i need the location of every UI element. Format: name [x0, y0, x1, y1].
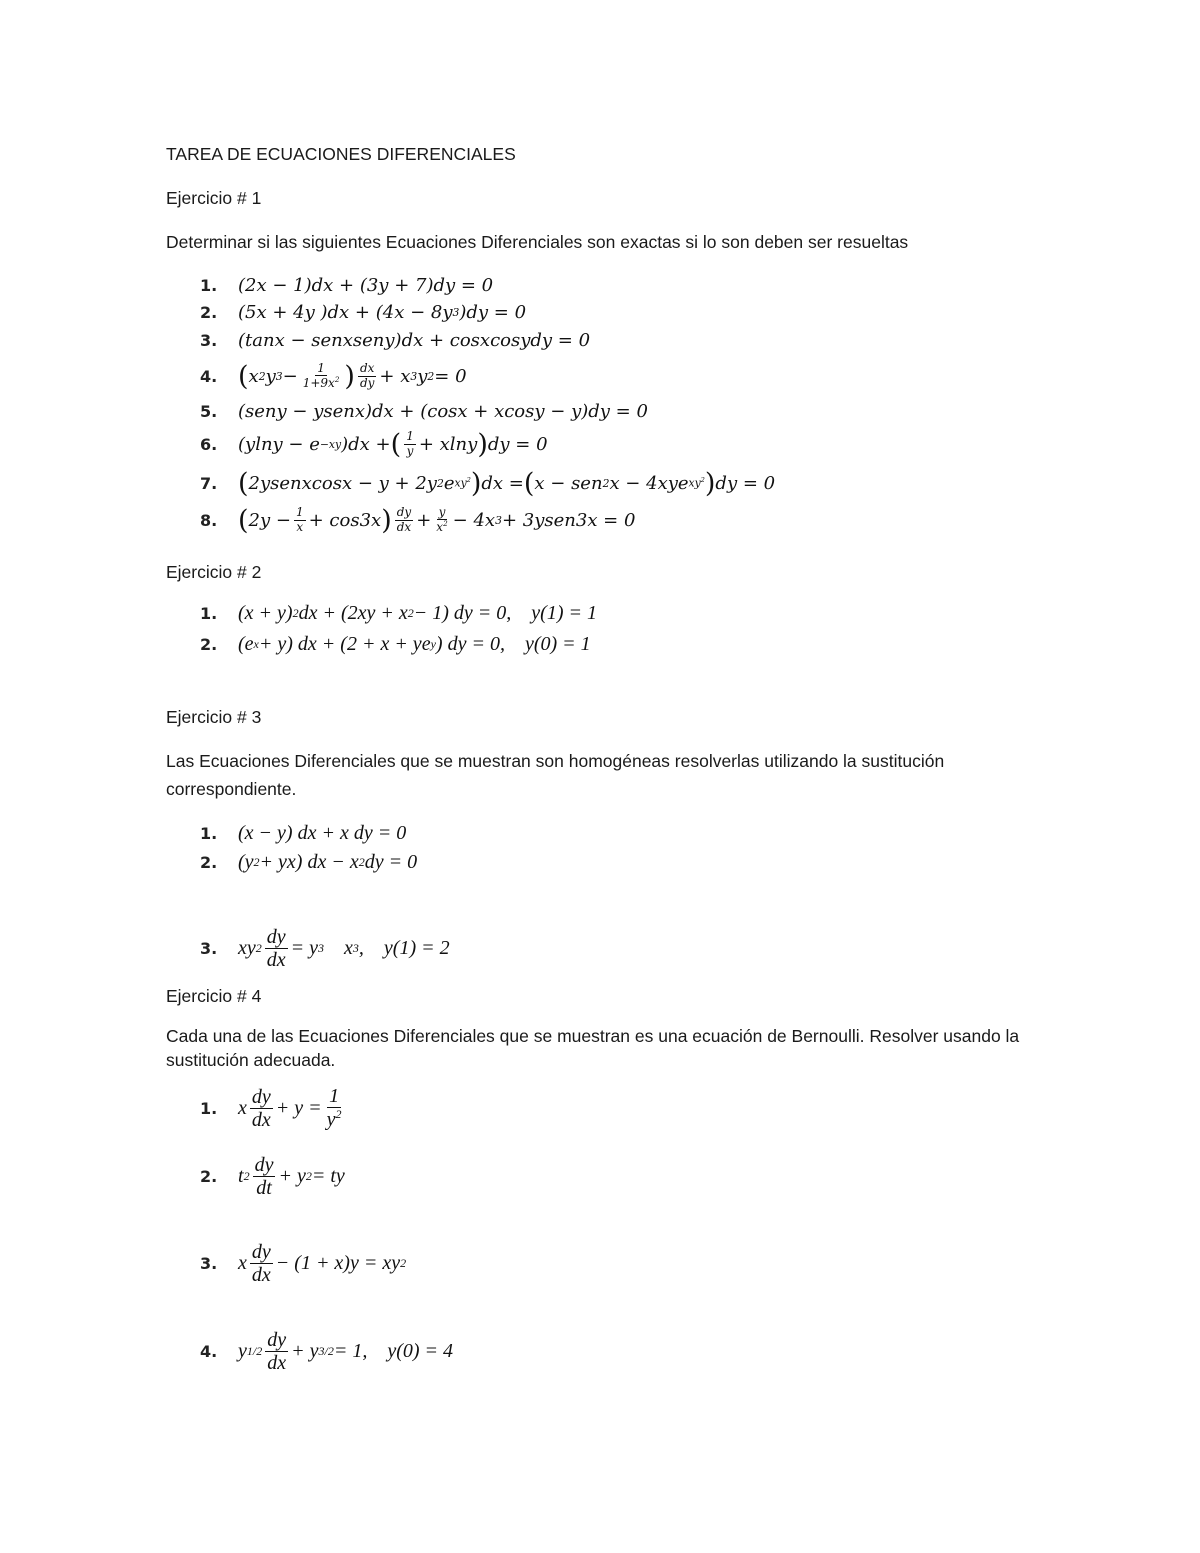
ex1-equation-5: 5. (seny − ysenx)dx + (cosx + xcosy − y)dy = 0	[200, 400, 648, 422]
ex1-equation-7: 7. ( 2ysenxcosx − y + 2y 2 e $xy^2$ ) dx = ( x − sen 2 x − 4xye $xy^2$ ) dy = 0	[200, 467, 776, 499]
ex4-equation-4: 4. y 1/2 $\frac{dy}{dx}$ + y 3/2 = 1, y(0) = 4	[200, 1328, 454, 1374]
ex1-equation-3: 3. (tanx − senxseny)dx + cosxcosydy = 0	[200, 329, 591, 351]
ex3-equation-2: 2. (y 2 + yx) dx − x 2 dy = 0	[200, 850, 418, 873]
exercise-3-instruction: Las Ecuaciones Diferenciales que se muestran son homogéneas resolverlas utilizando la sustitución correspondiente.	[166, 751, 945, 799]
exercise-2-heading: Ejercicio # 2	[166, 562, 262, 582]
ex3-equation-3: 3. xy 2 $\frac{dy}{dx}$ = y 3 x 3 , y(1) = 2	[200, 925, 450, 971]
exercise-1-heading: Ejercicio # 1	[166, 188, 262, 208]
exercise-3-heading: Ejercicio # 3	[166, 707, 262, 727]
ex4-equation-3: 3. x $\frac{dy}{dx}$ − (1 + x)y = xy 2	[200, 1240, 407, 1286]
exercise-4-instruction: Cada una de las Ecuaciones Diferenciales que se muestran es una ecuación de Bernoulli. Resolver usando la sustitución adecuada.	[166, 1026, 1020, 1070]
exercise-4-heading: Ejercicio # 4	[166, 986, 262, 1006]
ex4-equation-1: 1. x $\frac{dy}{dx}$ + y = $\frac{1}{y^2}$	[200, 1085, 342, 1131]
ex3-equation-1: 1. (x − y) dx + x dy = 0	[200, 821, 407, 844]
exercise-1-instruction: Determinar si las siguientes Ecuaciones Diferenciales son exactas si lo son deben ser resueltas	[166, 232, 909, 252]
document-title: TAREA DE ECUACIONES DIFERENCIALES	[166, 144, 516, 164]
ex1-equation-4: 4. ( x 2 y 3 − $\frac{1}{1+9x^2}$ ) $\frac{dx}{dy}$ + x 3 y 2 = 0	[200, 360, 467, 392]
ex4-equation-2: 2. t 2 $\frac{dy}{dt}$ + y 2 = ty	[200, 1153, 345, 1199]
ex2-equation-1: 1. (x + y) 2 dx + (2xy + x 2 − 1) dy = 0, y(1) = 1	[200, 601, 597, 624]
ex1-equation-6: 6. (ylny − e −xy )dx + ( $\frac{1}{y}$ + xlny ) dy = 0	[200, 428, 548, 460]
ex1-equation-1: 1. (2x − 1)dx + (3y + 7)dy = 0	[200, 274, 494, 296]
ex1-equation-8: 8. ( 2y − $\frac{1}{x}$ + cos3x ) $\frac{dy}{dx}$ + $\frac{y}{x^2}$ − 4x 3 + 3ysen3x = 0	[200, 504, 636, 536]
ex2-equation-2: 2. (e x + y) dx + (2 + x + ye y ) dy = 0, y(0) = 1	[200, 632, 591, 655]
ex1-equation-2: 2. (5x + 4y )dx + (4x − 8y 3 )dy = 0	[200, 301, 527, 323]
